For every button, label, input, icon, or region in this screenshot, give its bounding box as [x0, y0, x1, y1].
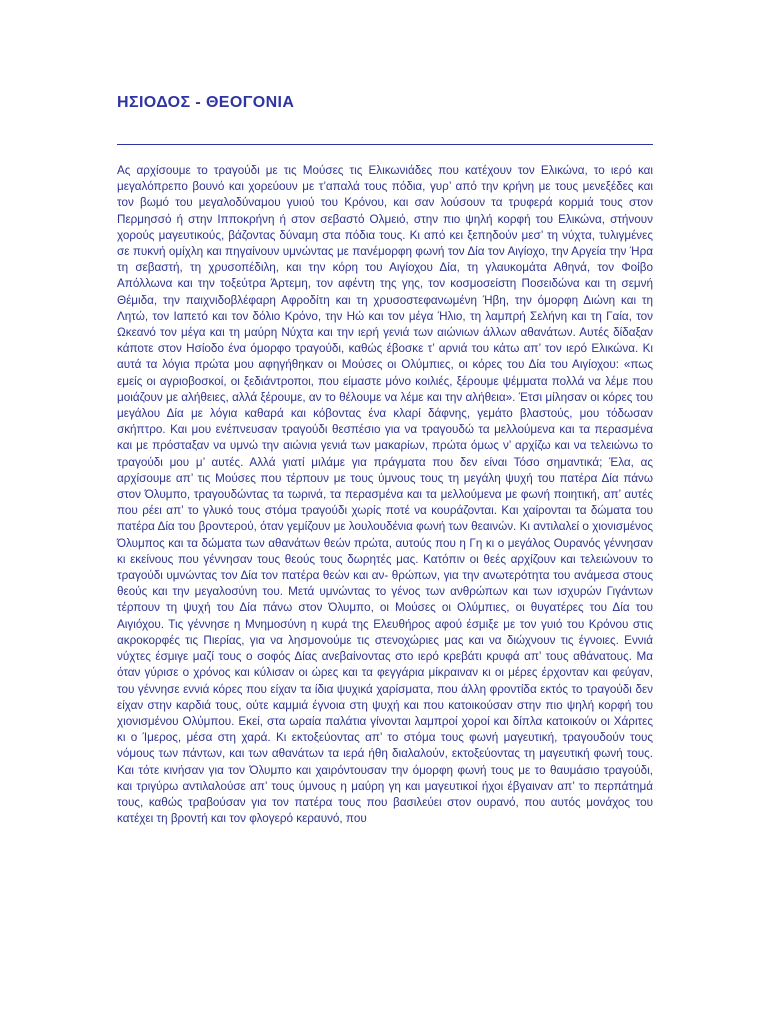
title-divider [117, 144, 653, 145]
body-text: Ας αρχίσουμε το τραγούδι με τις Μούσες τις Ελικωνιάδες που κατέχουν τον Ελικώνα, το ιερό και μεγαλόπρεπο βουνό και χορεύουν με τ’απαλά τους πόδια, γυρ’ από την κρήνη με τους μενεξέδες και τον βωμό του μεγαλοδύναμου γυιού του Κρόνου, και σαν λούσουν τα τρυφερά κορμιά τους στον Περμησσό ή στην Ιπποκρήνη ή στον σεβαστό Ολμειό, στην πιο ψηλή κορφή του Ελικώνα, στήνουν χορούς μαγευτικούς, βάζοντας δύναμη στα πόδια τους. Κι από κει ξεπηδούν μεσ’ τη νύχτα, τυλιγμένες σε πυκνή ομίχλη και πηγαίνουν υμνώντας με πανέμορφη φωνή τον Δία τον Αιγίοχο, την Αργεία την Ήρα τη σεβαστή, τη χρυσοπέδιλη, και την κόρη του Αιγίοχου Δία, τη γλαυκομάτα Αθηνά, τον Φοίβο Απόλλωνα και την τοξεύτρα Άρτεμη, τον αφέντη της γης, τον κοσμοσείστη Ποσειδώνα και τη σεμνή Θέμιδα, την παιχνιδοβλέφαρη Αφροδίτη και τη χρυσοστεφανωμένη Ήβη, την όμορφη Διώνη και τη Λητώ, τον Ιαπετό και τον δόλιο Κρόνο, την Ηώ και τον μέγα Ήλιο, τη λαμπρή Σελήνη και τη Γαία, τον Ωκεανό τον μέγα και τη μαύρη Νύχτα και την ιερή γενιά των αιώνιων άλλων αθανάτων. Αυτές δίδαξαν κάποτε στον Ησίοδο ένα όμορφο τραγούδι, καθώς έβοσκε τ’ αρνιά του κάτω απ’ τον ιερό Ελικώνα. Κι αυτά τα λόγια πρώτα μου αφηγήθηκαν οι Μούσες οι Ολύμπιες, οι κόρες του Δία του Αιγίοχου: «πως εμείς οι αγριοβοσκοί, οι ξεδιάντροποι, που είμαστε μόνο κοιλιές, ξέρουμε ψέμματα πολλά να λέμε που μοιάζουν με αλήθειες, αλλά ξέρουμε, αν το θέλουμε να λέμε και την αλήθεια». Έτσι μίλησαν οι κόρες του μεγάλου Δία με λόγια καθαρά και κόβοντας ένα κλαρί δάφνης, γεμάτο βλαστούς, μου τόδωσαν σκήπτρο. Και μου ενέπνευσαν τραγούδι θεσπέσιο για να τραγουδώ τα μελλούμενα και τα περασμένα και με πρόσταξαν να υμνώ την αιώνια γενιά των μακαρίων, πρώτα όμως ν’ αρχίζω και να τελειώνω το τραγούδι μου μ’ αυτές. Αλλά γιατί μιλάμε για πράγματα που δεν είναι Τόσο σημαντικά; Έλα, ας αρχίσουμε απ’ τις Μούσες που τέρπουν με τους ύμνους τους τη μεγάλη ψυχή του πατέρα Δία πάνω στον Όλυμπο, τραγουδώντας τα τωρινά, τα περασμένα και τα μελλούμενα με φωνή ποιητική, απ’ αυτές που ρέει απ’ το γλυκό τους στόμα τραγούδι χωρίς ποτέ να κουράζονται. Και χαίρονται τα δώματα του πατέρα Δία του βροντερού, όταν γεμίζουν με λουλουδένια φωνή των θεαινών. Κι αντιλαλεί ο χιονισμένος Όλυμπος και τα δώματα των αθανάτων θεών πρώτα, αυτούς που η Γη κι ο μεγάλος Ουρανός γέννησαν κι εκείνους που γέννησαν τους θεούς τους δωρητές μας. Κατόπιν οι θεές αρχίζουν και τελειώνουν το τραγούδι υμνώντας τον Δία τον πατέρα θεών και αν- θρώπων, για την ανωτερότητα του ανάμεσα στους θεούς και την μεγαλοσύνη του. Μετά υμνώντας το γένος των ανθρώπων και των ισχυρών Γιγάντων τέρπουν τη ψυχή του Δία πάνω στον Όλυμπο, οι Μούσες οι Ολύμπιες, οι θυγατέρες του Δία του Αιγιόχου. Τις γέννησε η Μνημοσύνη η κυρά της Ελευθήρος αφού έσμιξε με τον γυιό του Κρόνου στις ακροκορφές τις Πιερίας, για να λησμονούμε τις στενοχώριες μας και να διώχνουν τις έγνοιες. Εννιά νύχτες έσμιγε μαζί τους ο σοφός Δίας ανεβαίνοντας στο ιερό κρεβάτι κρυφά απ’ τους αθάνατους. Μα όταν γύρισε ο χρόνος και κύλισαν οι ώρες και τα φεγγάρια μίκραιναν κι οι μέρες έρχονταν και φεύγαν, του γέννησε εννιά κόρες που είχαν τα ίδια ψυχικά χαρίσματα, που άλλη φροντίδα εκτός το τραγούδι δεν είχαν στην καρδιά τους, ούτε καμμιά έγνοια στη ψυχή και που κατοικούσαν στην πιο ψηλή κορφή του χιονισμένου Ολύμπου. Εκεί, στα ωραία παλάτια γίνονται λαμπροί χοροί και δίπλα κατοικούν οι Χάριτες κι ο Ίμερος, μέσα στη χαρά. Κι εκτοξεύοντας απ’ το στόμα τους φωνή μαγευτική, τραγουδούν τους νόμους των πάντων, και των αθανάτων τα ιερά ήθη διαλαλούν, εκτοξεύοντας τη μαγευτική φωνή τους. Και τότε κινήσαν για τον Όλυμπο και χαιρόντουσαν την όμορφη φωνή τους με το θαυμάσιο τραγούδι, και τριγύρω αντιλαλούσε απ’ τους ύμνους η μαύρη γη και μαγευτικοί ήχοι έβγαιναν απ’ το περπάτημά τους, καθώς τραβούσαν για τον πατέρα τους που βασιλεύει στον ουρανό, που αυτός μονάχος του κατέχει τη βροντή και τον φλογερό κεραυνό, που [117, 164, 653, 826]
document-title: ΗΣΙΟΔΟΣ - ΘΕΟΓΟΝΙΑ [117, 94, 295, 111]
